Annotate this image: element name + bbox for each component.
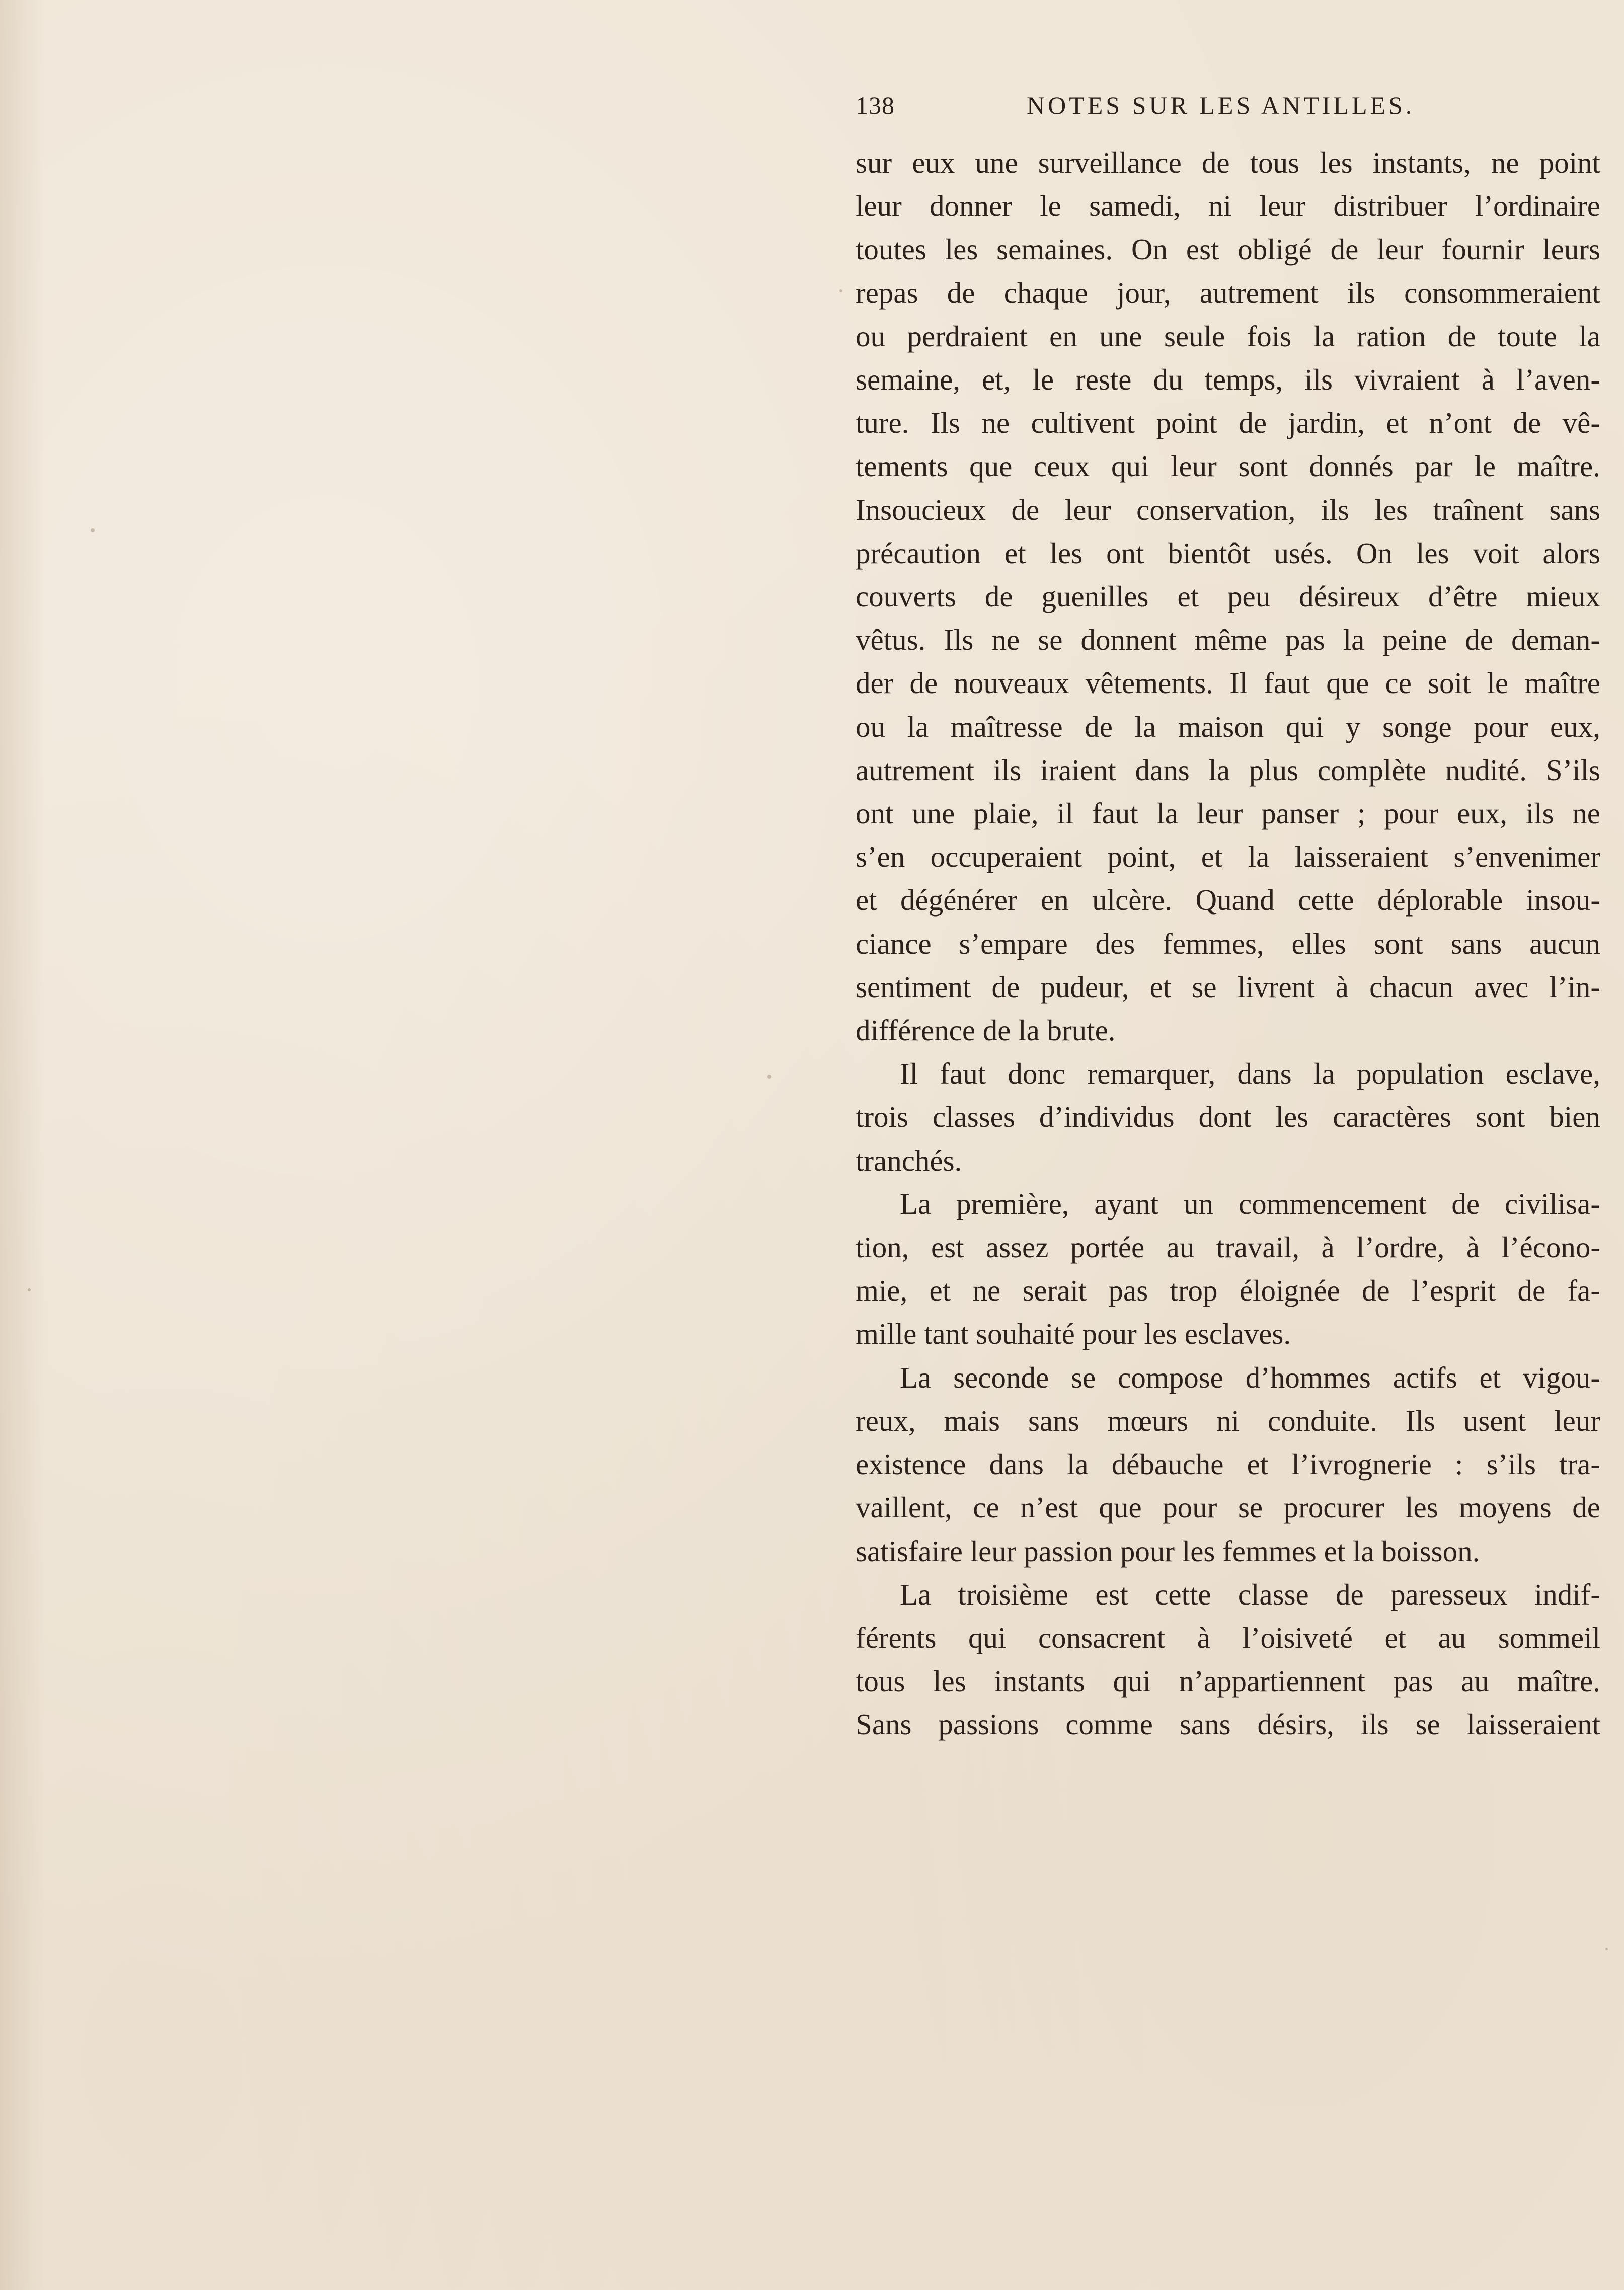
page-header [856, 91, 1449, 131]
text-line: ont une plaie, il faut la leur panser ; pour eux, ils ne [856, 797, 1600, 830]
text-line: trois classes d’individus dont les caractères sont bien [856, 1100, 1600, 1134]
paper-fleck [767, 1075, 771, 1079]
text-line: existence dans la débauche et l’ivrognerie : s’ils tra- [856, 1447, 1600, 1481]
text-line: Il faut donc remarquer, dans la population esclave, [900, 1057, 1600, 1091]
text-line: La seconde se compose d’hommes actifs et vigou- [900, 1360, 1600, 1394]
text-line: Insoucieux de leur conservation, ils les traînent sans [856, 493, 1600, 526]
text-line: mille tant souhaité pour les esclaves. [856, 1317, 1291, 1351]
paper-fleck [839, 289, 842, 292]
text-line: autrement ils iraient dans la plus complète nudité. S’ils [856, 753, 1600, 787]
text-line: et dégénérer en ulcère. Quand cette déplorable insou- [856, 883, 1600, 917]
text-line: der de nouveaux vêtements. Il faut que ce soit le maître [856, 666, 1600, 700]
text-line: vêtus. Ils ne se donnent même pas la peine de deman- [856, 623, 1600, 657]
text-line: précaution et les ont bientôt usés. On les voit alors [856, 536, 1600, 570]
text-line: tous les instants qui n’appartiennent pas au maître. [856, 1664, 1600, 1698]
text-line: La première, ayant un commencement de civilisa- [900, 1187, 1600, 1220]
text-line: tion, est assez portée au travail, à l’ordre, à l’écono- [856, 1231, 1600, 1264]
text-line: leur donner le samedi, ni leur distribuer l’ordinaire [856, 189, 1600, 223]
body-text [856, 141, 1600, 1746]
text-line: toutes les semaines. On est obligé de leur fournir leurs [856, 233, 1600, 266]
text-line: reux, mais sans mœurs ni conduite. Ils usent leur [856, 1404, 1600, 1437]
text-line: tranchés. [856, 1143, 962, 1177]
text-line: La troisième est cette classe de paresseux indif- [900, 1577, 1600, 1611]
paper-fleck [91, 528, 95, 532]
text-line: ciance s’empare des femmes, elles sont sans aucun [856, 927, 1600, 960]
text-line: s’en occuperaient point, et la laisseraient s’envenimer [856, 840, 1600, 874]
page-number: 138 [856, 91, 895, 119]
text-line: mie, et ne serait pas trop éloignée de l’esprit de fa- [856, 1274, 1600, 1308]
text-line: sentiment de pudeur, et se livrent à chacun avec l’in- [856, 970, 1600, 1004]
gutter-shadow [0, 0, 45, 2290]
text-line: repas de chaque jour, autrement ils consommeraient [856, 276, 1600, 310]
text-line: ou perdraient en une seule fois la ration de toute la [856, 319, 1600, 353]
text-line: couverts de guenilles et peu désireux d’être mieux [856, 580, 1600, 614]
paper-fleck [1605, 1948, 1608, 1950]
running-title: NOTES SUR LES ANTILLES. [1027, 91, 1415, 119]
text-line: Sans passions comme sans désirs, ils se laisseraient [856, 1708, 1600, 1741]
text-line: semaine, et, le reste du temps, ils vivraient à l’aven- [856, 363, 1600, 397]
text-line: différence de la brute. [856, 1014, 1116, 1047]
text-line: satisfaire leur passion pour les femmes et la boisson. [856, 1534, 1480, 1568]
text-line: ou la maîtresse de la maison qui y songe pour eux, [856, 710, 1600, 743]
text-line: vaillent, ce n’est que pour se procurer les moyens de [856, 1491, 1600, 1524]
paper-fleck [28, 1288, 31, 1291]
text-line: sur eux une surveillance de tous les instants, ne point [856, 146, 1600, 179]
text-line: tements que ceux qui leur sont donnés par le maître. [856, 449, 1600, 483]
text-line: férents qui consacrent à l’oisiveté et au sommeil [856, 1621, 1600, 1654]
text-line: ture. Ils ne cultivent point de jardin, et n’ont de vê- [856, 406, 1600, 440]
